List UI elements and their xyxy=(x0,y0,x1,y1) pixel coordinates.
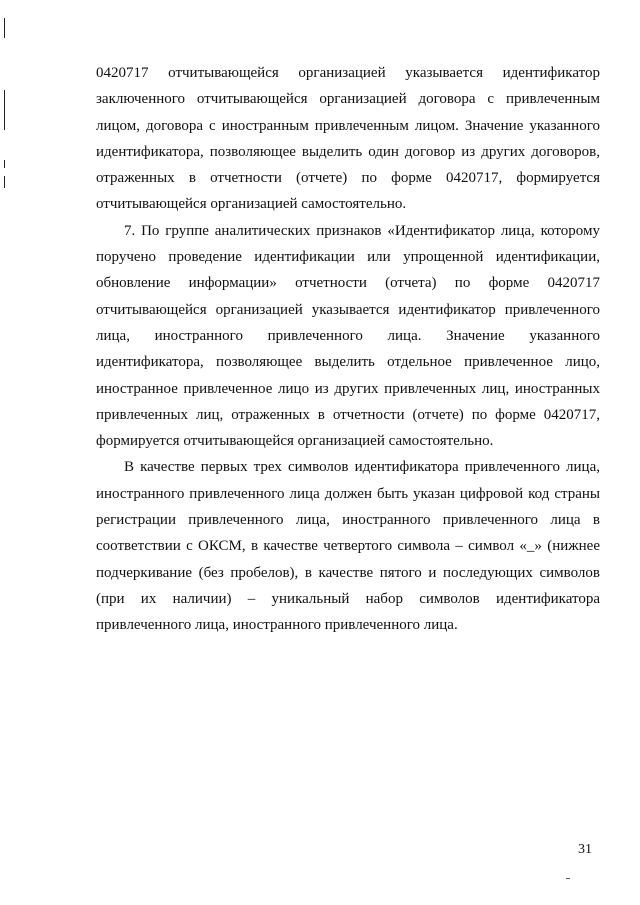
scan-margin-mark xyxy=(4,18,5,38)
scan-margin-mark xyxy=(4,90,5,130)
paragraph-continuation: 0420717 отчитывающейся организацией указывается идентификатор заключенного отчитывающейся организацией договора с привлеченным лицом, договора с иностранным привлеченным лицом. Значение указанного идентификатора, позволяющее выделить один договор из других договоров, отраженных в отчетности (отчете) по форме 0420717, формируется отчитывающейся организацией самостоятельно. xyxy=(96,65,600,213)
page-number: 31 xyxy=(578,842,592,857)
scan-margin-mark xyxy=(4,176,5,188)
document-body xyxy=(96,60,600,639)
scan-dash-mark xyxy=(566,878,570,879)
scan-margin-mark xyxy=(4,160,5,168)
paragraph-identifier-format: В качестве первых трех символов идентификатора привлеченного лица, иностранного привлеченного лица должен быть указан цифровой код страны регистрации привлеченного лица, иностранного привлеченного лица в соответствии с ОКСМ, в качестве четвертого символа – символ «_» (нижнее подчеркивание (без пробелов), в качестве пятого и последующих символов (при их наличии) – уникальный набор символов идентификатора привлеченного лица, иностранного привлеченного лица. xyxy=(96,459,600,634)
paragraph-item-7: 7. По группе аналитических признаков «Идентификатор лица, которому поручено проведение идентификации или упрощенной идентификации, обновление информации» отчетности (отчета) по форме 0420717 отчитывающейся организацией указывается идентификатор привлеченного лица, иностранного привлеченного лица. Значение указанного идентификатора, позволяющее выделить отдельное привлеченное лицо, иностранное привлеченное лицо из других привлеченных лиц, иностранных привлеченных лиц, отраженных в отчетности (отчете) по форме 0420717, формируется отчитывающейся организацией самостоятельно. xyxy=(96,222,600,450)
